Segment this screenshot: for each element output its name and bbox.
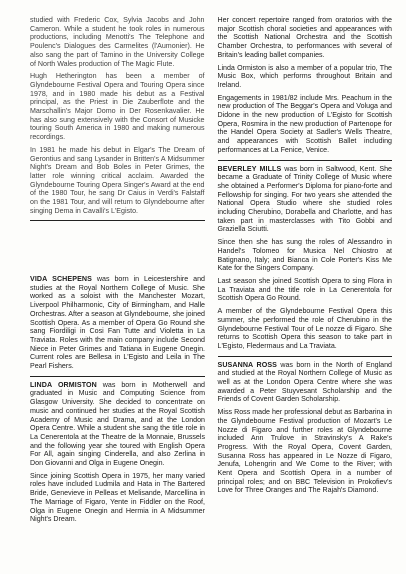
bio-ormiston-continued bbox=[218, 16, 393, 155]
bio-paragraph: LINDA ORMISTON was born in Motherwell and graduated in Music and Computing Science from Glasgow University. She decided to concentrate on music and continued her studies at the Royal Scottish Academy of Music and Drama, and at the London Opera Centre. While a student she sang the title role in La Cenerentola at the Theatre de la Monnaie, Brussels and the following year she toured with English Opera For All, again singing Cinderella, and also Zerlina in Don Giovanni and Olga in Eugene Onegin. bbox=[30, 380, 205, 468]
bio-paragraph: studied with Frederic Cox, Sylvia Jacobs and John Cameron. While a student he took roles in numerous productions, including Menotti's The Telephone and Poulenc's Dialogues des Carmelites (l'Aumonier). He also sang the part of Tamino in the University College of North Wales production of The Magic Flute. bbox=[30, 16, 205, 68]
bio-paragraph: Since then she has sung the roles of Alessandro in Handel's Tolomeo for Musica Nel Chiostro at Batignano, Italy; and Bianca in Cole Porter's Kiss Me Kate for the Singers Company. bbox=[217, 238, 392, 273]
singer-name: LINDA ORMISTON bbox=[30, 380, 97, 389]
bio-paragraph: Since joining Scottish Opera in 1975, her many varied roles have included Ludmila and Hata in The Bartered Bride, Genevieve in Pelleas et Melisande, Marcellina in The Marriage of Figaro, Yente in Fiddler on the Roof, Olga in Eugene Onegin and Hermia in A Midsummer Night's Dream. bbox=[30, 471, 205, 524]
bio-paragraph: Her concert repertoire ranged from oratorios with the major Scottish choral societies and appearances with the Scottish National Orchestra and the Scottish Chamber Orchestra, to performances with several of Britain's leading ballet companies. bbox=[217, 16, 392, 59]
left-column-lower bbox=[30, 275, 205, 528]
bio-paragraph: BEVERLEY MILLS was born in Saltwood, Kent. She became a Graduate of Trinity College of Music where she obtained a Performer's Diploma for piano-forte and Fellowship for singing. For two years she attended the National Opera Studio where she studied roles including Cherubino, Dorabella and Charlotte, and has taken part in masterclasses with Tito Gobbi and Graziella Sciutti. bbox=[217, 164, 392, 234]
bio-paragraph: SUSANNA ROSS was born in the North of England and studied at the Royal Northern College of Music as well as at the London Opera Centre where she was awarded a Peter Stuyvesant Scholarship and the Friends of Covent Garden Scholarship. bbox=[217, 360, 392, 404]
bio-paragraph: Engagements in 1981/82 include Mrs. Peachum in the new production of The Beggar's Opera and Voluga and Didone in the new production of L'Egisto for Scottish Opera, Rosmira in the new production of Partenope for the Handel Opera Society at Sadler's Wells Theatre, and appearances with Scottish Ballet including performances at La Fenice, Venice. bbox=[217, 93, 392, 154]
bio-ormiston bbox=[30, 381, 205, 524]
bio-paragraph: VIDA SCHEPENS was born in Leicestershire and studies at the Royal Northern College of Music. She worked as a soloist with the Manchester Mozart, Liverpool Philharmonic, City of Birmingham, and Halle Orchestras. After a season at Glyndebourne, she joined Scottish Opera. As a member of Opera Go Round she sang Fiordiligi in Cosi Fan Tutte and Violetta in La Traviata. Roles with the main company include Second Niece in Peter Grimes and Tatiana in Eugene Onegin. Current roles are Bellesa in L'Egisto and Leila in The Pearl Fishers. bbox=[30, 275, 205, 371]
section-divider bbox=[30, 376, 205, 377]
bio-paragraph: In 1981 he made his debut in Elgar's The Dream of Gerontius and sang Lysander in Britten's A Midsummer Night's Dream and Bob Boles in Peter Grimes, the latter role winning critical acclaim. Awarded the Glyndebourne Touring Opera Singer's Award at the end of the 1980 Tour, he sang Dr Caius in Verdi's Falstaff on the 1981 Tour, and will return to Glyndebourne after singing Dema in Cavalli's L'Egisto. bbox=[30, 145, 205, 215]
right-column bbox=[218, 16, 393, 499]
bio-paragraph: Last season she joined Scottish Opera to sing Flora in La Traviata and the title role in La Cenerentola for Scottish Opera Go Round. bbox=[217, 276, 392, 303]
bio-ross bbox=[218, 361, 393, 496]
section-divider bbox=[218, 356, 393, 357]
bio-hetherington bbox=[30, 16, 205, 215]
bio-schepens bbox=[30, 275, 205, 371]
singer-name: VIDA SCHEPENS bbox=[30, 275, 92, 283]
section-divider bbox=[218, 160, 393, 161]
singer-name: SUSANNA ROSS bbox=[217, 360, 277, 369]
bio-paragraph: Hugh Hetherington has been a member of Glyndebourne Festival Opera and Touring Opera since 1978, and in 1980 made his debut as a Festival principal, as the Priest in Die Zauberflote and the Marschallin's Major Domo in Der Rosenkavalier. He has also sung extensively with the Consort of Musicke touring South America in 1980 and making numerous recordings. bbox=[30, 72, 205, 142]
bio-mills bbox=[218, 165, 393, 351]
bio-paragraph: Miss Ross made her professional debut as Barbarina in the Glyndebourne Festival production of Mozart's Le Nozze di Figaro and further roles at Glyndebourne included Ann Trulove in Stravinsky's A Rake's Progress. With the Royal Opera, Covent Garden, Susanna Ross has appeared in Le Nozze di Figaro, Jenufa, Lohengrin and We Come to the River; with Kent Opera and Scottish Opera in a number of principal roles; and on BBC Television in Prokofiev's Love for Three Oranges and The Rajah's Diamond. bbox=[217, 408, 392, 495]
singer-name: BEVERLEY MILLS bbox=[217, 164, 282, 173]
bio-paragraph: Linda Ormiston is also a member of a popular trio, The Music Box, which performs throughout Britain and Ireland. bbox=[217, 63, 392, 89]
bio-paragraph: A member of the Glyndebourne Festival Opera this summer, she performed the role of Cherubino in the Glyndebourne Festival Tour of Le nozze di Figaro. She returns to Scottish Opera this season to take part in L'Egisto, Fledermaus and La Traviata. bbox=[217, 307, 392, 350]
section-divider bbox=[30, 220, 205, 221]
